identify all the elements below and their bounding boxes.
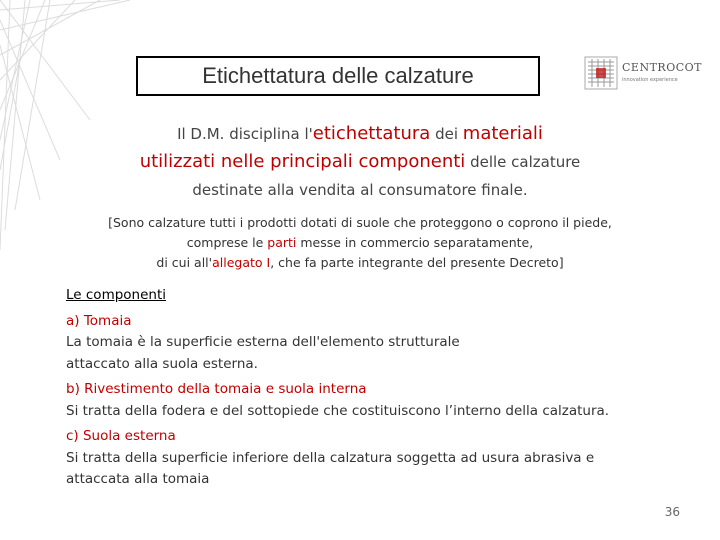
note-highlight: allegato I [212, 255, 271, 270]
intro-text: dei [430, 125, 463, 143]
intro-highlight: etichettatura [312, 123, 431, 144]
centrocot-logo-icon [584, 56, 618, 90]
note-highlight: parti [267, 235, 297, 250]
logo-tagline: innovation experience [622, 77, 678, 83]
page-number: 36 [664, 505, 680, 519]
note-line [40, 233, 680, 253]
intro-text: destinate alla vendita al consumatore finale. [192, 181, 528, 199]
centrocot-logo [584, 56, 702, 90]
component-item [66, 379, 696, 422]
definition-note [40, 213, 680, 273]
intro-text: Il D.M. disciplina l' [177, 125, 313, 143]
component-text: La tomaia è la superficie esterna dell'elemento strutturale [66, 334, 460, 350]
intro-highlight: materiali [462, 123, 543, 144]
note-line [40, 253, 680, 273]
intro-highlight: utilizzati nelle principali componenti [139, 151, 466, 172]
note-text: messe in commercio separatamente, [296, 235, 534, 250]
component-title: c) Suola esterna [66, 428, 176, 444]
component-text: Si tratta della fodera e del sottopiede che costituiscono l’interno della calzatura. [66, 402, 610, 419]
logo-name: CENTROCOT [622, 61, 702, 74]
note-line: [Sono calzature tutti i prodotti dotati di suole che proteggono o coprono il piede, [108, 215, 612, 230]
component-item [66, 426, 696, 491]
note-text: di cui all' [156, 255, 213, 270]
components-heading: Le componenti [66, 287, 167, 303]
slide-title: Etichettatura delle calzature [136, 56, 540, 96]
component-title: b) Rivestimento della tomaia e suola interna [66, 381, 367, 397]
component-title: a) Tomaia [66, 312, 132, 329]
components-list [66, 285, 696, 491]
component-item [66, 311, 696, 376]
intro-paragraph [40, 120, 680, 204]
note-text: , che fa parte integrante del presente Decreto] [270, 255, 564, 270]
component-text: attaccato alla suola esterna. [66, 355, 258, 372]
note-text: comprese le [186, 235, 268, 250]
component-text: attaccata alla tomaia [66, 471, 210, 487]
component-text: Si tratta della superficie inferiore della calzatura soggetta ad usura abrasiva e [66, 449, 595, 466]
intro-text: delle calzature [465, 153, 581, 171]
